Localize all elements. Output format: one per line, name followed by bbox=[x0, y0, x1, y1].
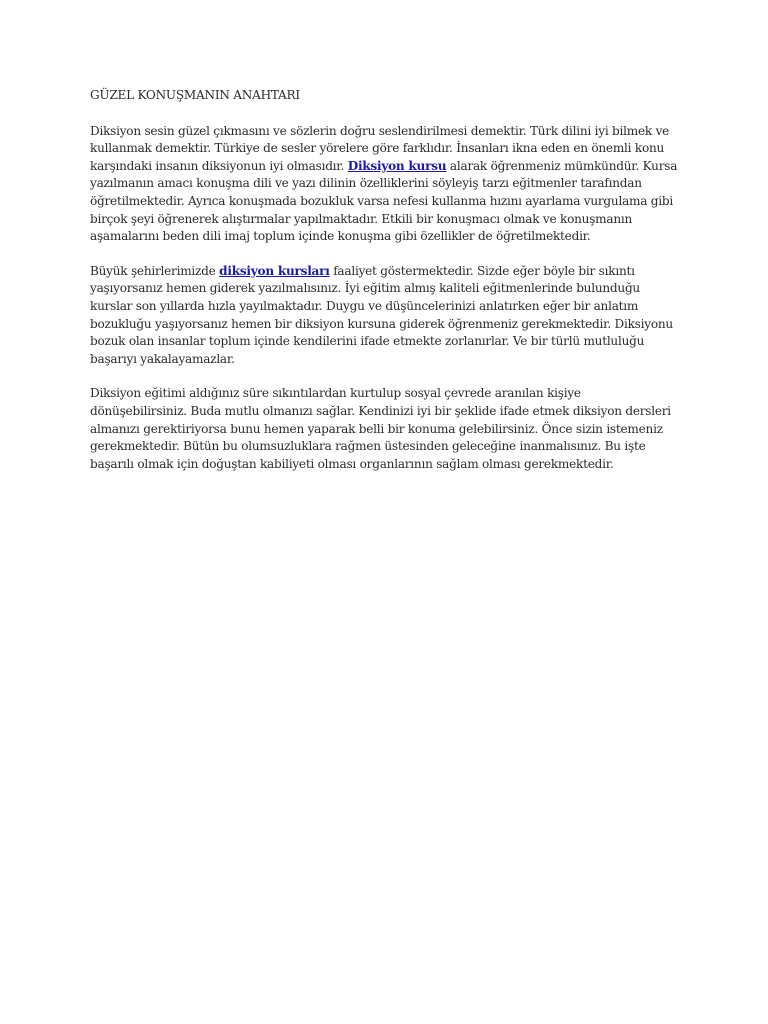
paragraph-1-text-after: alarak öğrenmeniz mümkündür. Kursa yazılmanın amacı konuşma dili ve yazı dilinin özelliklerini söyleyiş tarzı eğitmenler tarafından öğretilmektedir. Ayrıca konuşmada bozukluk varsa nefesi kullanma hızını ayarlama vurgulama gibi birçok şeyi öğrenerek alıştırmalar yapılmaktadır. Etkili bir konuşmacı olmak ve konuşmanın aşamalarını beden dili imaj toplum içinde konuşma gibi özellikler de öğretilmektedir. bbox=[90, 158, 678, 244]
document-page bbox=[90, 87, 680, 490]
diksiyon-kursu-link[interactable]: Diksiyon kursu bbox=[347, 158, 447, 173]
paragraph-2-text-before: Büyük şehirlerimizde bbox=[90, 263, 220, 278]
diksiyon-kurslari-link[interactable]: diksiyon kursları bbox=[219, 263, 330, 278]
paragraph-2 bbox=[90, 263, 680, 369]
paragraph-2-text-after: faaliyet göstermektedir. Sizde eğer böyle bir sıkıntı yaşıyorsanız hemen giderek yazılmalısınız. İyi eğitim almış kaliteli eğitmenlerinde bulunduğu kurslar son yıllarda hızla yayılmaktadır. Duygu ve düşüncelerinizi anlatırken eğer bir anlatım bozukluğu yaşıyorsanız hemen bir diksiyon kursuna giderek öğrenmeniz gerekmektedir. Diksiyonu bozuk olan insanlar toplum içinde kendilerini ifade etmekte zorlanırlar. Ve bir türlü mutluluğu başarıyı yakalayamazlar. bbox=[90, 263, 673, 366]
document-title: GÜZEL KONUŞMANIN ANAHTARI bbox=[90, 88, 300, 102]
paragraph-1-text-before: Diksiyon sesin güzel çıkmasını ve sözlerin doğru seslendirilmesi demektir. Türk dilini iyi bilmek ve kullanmak demektir. Türkiye de sesler yörelere göre farklıdır. İnsanları ikna eden en önemli konu karşındaki insanın diksiyonun iyi olmasıdır. bbox=[90, 123, 670, 173]
paragraph-3: Diksiyon eğitimi aldığınız süre sıkıntılardan kurtulup sosyal çevrede aranılan kişiye dönüşebilirsiniz. Buda mutlu olmanızı sağlar. Kendinizi iyi bir şeklide ifade etmek diksiyon dersleri almanızı gerektiriyorsa bunu hemen yaparak belli bir konuma gelebilirsiniz. Önce sizin istemeniz gerekmektedir. Bütün bu olumsuzluklara rağmen üstesinden geleceğine inanmalısınız. Bu işte başarılı olmak için doğuştan kabiliyeti olması organlarının sağlam olması gerekmektedir. bbox=[90, 386, 671, 471]
paragraph-1 bbox=[90, 123, 680, 246]
